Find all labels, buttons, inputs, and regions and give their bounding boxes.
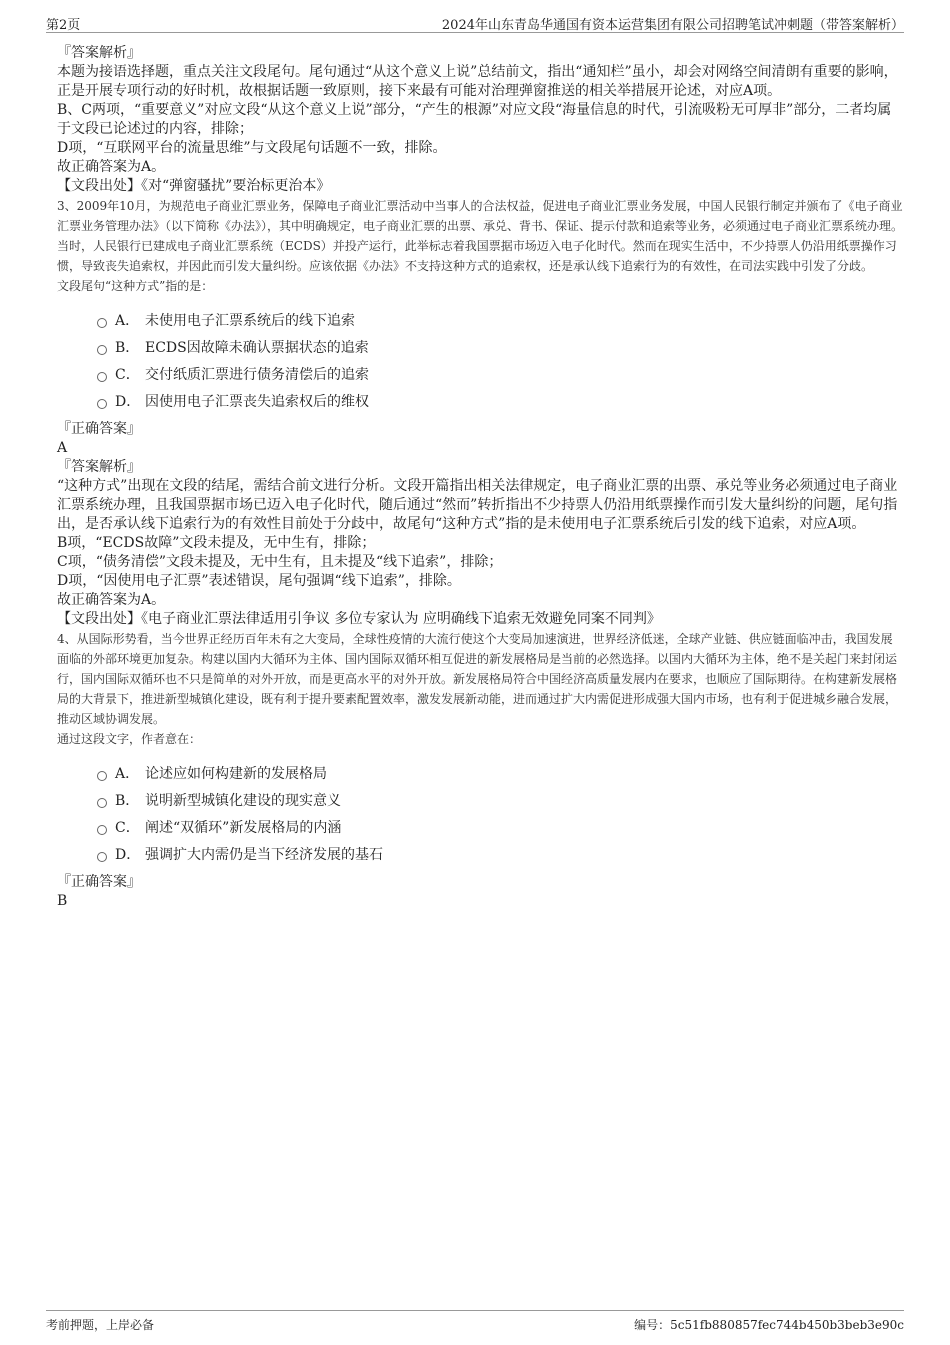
option-letter: D． bbox=[115, 394, 141, 410]
q3-analysis-p3: C项，“债务清偿”文段未提及，无中生有，且未提及“线下追索”，排除； bbox=[57, 554, 503, 570]
radio-icon[interactable] bbox=[97, 345, 107, 355]
q3-answer-label: 『正确答案』 bbox=[57, 421, 141, 437]
page-footer bbox=[46, 1310, 904, 1335]
q3-source: 【文段出处】《电子商业汇票法律适用引争议 多位专家认为 应明确线下追索无效避免同案不同判》 bbox=[57, 611, 661, 627]
option-text: 论述应如何构建新的发展格局 bbox=[145, 766, 327, 782]
q4-answer: B bbox=[57, 893, 68, 909]
option-letter: A． bbox=[115, 313, 140, 329]
radio-icon[interactable] bbox=[97, 372, 107, 382]
option-letter: A． bbox=[115, 766, 140, 782]
option-text: 因使用电子汇票丧失追索权后的维权 bbox=[145, 394, 369, 410]
document-id: 编号：5c51fb880857fec744b450b3beb3e90c bbox=[634, 1318, 904, 1332]
q4-stem: 4、从国际形势看，当今世界正经历百年未有之大变局，全球性疫情的大流行使这个大变局加速演进，世界经济低迷，全球产业链、供应链面临冲击，我国发展面临的外部环境更加复杂。构建以国内大循环为主体、国内国际双循环相互促进的新发展格局是当前的必然选择。以国内大循环为主体，绝不是关起门来封闭运行，国内国际双循环也不只是简单的对外开放，而是更高水平的对外开放。新发展格局符合中国经济高质量发展内在要求，也顺应了国际期待。在构建新发展格局的大背景下，推进新型城镇化建设，既有利于提升要素配置效率，激发发展新动能，进而通过扩大内需促进形成强大国内市场，也有利于促进城乡融合发展，推动区域协调发展。 bbox=[57, 632, 898, 726]
q4-option-a[interactable] bbox=[97, 761, 904, 788]
q2-source: 【文段出处】《对“弹窗骚扰”要治标更治本》 bbox=[57, 178, 331, 194]
q3-analysis-p4: D项，“因使用电子汇票”表述错误，尾句强调“线下追索”，排除。 bbox=[57, 573, 461, 589]
q3-analysis-p2: B项，“ECDS故障”文段未提及，无中生有，排除； bbox=[57, 535, 376, 551]
q2-analysis-p1: 本题为接语选择题，重点关注文段尾句。尾句通过“从这个意义上说”总结前文，指出“通知栏”虽小，却会对网络空间清朗有重要的影响，正是开展专项行动的好时机，故根据话题一致原则，接下来最有可能对治理弹窗推送的相关举措展开论述，对应A项。 bbox=[57, 64, 898, 99]
radio-icon[interactable] bbox=[97, 771, 107, 781]
q3-option-d[interactable] bbox=[97, 389, 904, 416]
q3-question: 文段尾句“这种方式”指的是： bbox=[57, 279, 214, 293]
option-letter: C． bbox=[115, 820, 140, 836]
page-content bbox=[57, 44, 904, 911]
q3-answer: A bbox=[57, 440, 68, 456]
q3-analysis-p1: “这种方式”出现在文段的结尾，需结合前文进行分析。文段开篇指出相关法律规定，电子商业汇票的出票、承兑等业务必须通过电子商业汇票系统办理，且我国票据市场已迈入电子化时代，随后通过“然而”转折指出不少持票人仍沿用纸票操作而引发大量纠纷的问题，尾句指出，是否承认线下追索行为的有效性目前处于分歧中，故尾句“这种方式”指的是未使用电子汇票系统后引发的线下追索，对应A项。 bbox=[57, 478, 898, 532]
q3-option-b[interactable] bbox=[97, 335, 904, 362]
option-text: 强调扩大内需仍是当下经济发展的基石 bbox=[145, 847, 383, 863]
option-text: ECDS因故障未确认票据状态的追索 bbox=[145, 340, 369, 356]
q3-option-a[interactable] bbox=[97, 308, 904, 335]
q4-option-d[interactable] bbox=[97, 842, 904, 869]
option-text: 未使用电子汇票系统后的线下追索 bbox=[145, 313, 355, 329]
radio-icon[interactable] bbox=[97, 399, 107, 409]
option-letter: D． bbox=[115, 847, 141, 863]
q2-analysis-p3: D项，“互联网平台的流量思维”与文段尾句话题不一致，排除。 bbox=[57, 140, 447, 156]
q3-analysis-conclusion: 故正确答案为A。 bbox=[57, 592, 166, 608]
page-number: 第2页 bbox=[46, 18, 81, 33]
q2-analysis-p2: B、C两项，“重要意义”对应文段“从这个意义上说”部分，“产生的根源”对应文段“海量信息的时代，引流吸粉无可厚非”部分，二者均属于文段已论述过的内容，排除； bbox=[57, 102, 892, 137]
q2-analysis-conclusion: 故正确答案为A。 bbox=[57, 159, 166, 175]
radio-icon[interactable] bbox=[97, 798, 107, 808]
radio-icon[interactable] bbox=[97, 318, 107, 328]
q3-option-c[interactable] bbox=[97, 362, 904, 389]
q3-stem: 3、2009年10月，为规范电子商业汇票业务，保障电子商业汇票活动中当事人的合法权益，促进电子商业汇票业务发展，中国人民银行制定并颁布了《电子商业汇票业务管理办法》（以下简称《办法》），其中明确规定，电子商业汇票的出票、承兑、背书、保证、提示付款和追索等业务，必须通过电子商业汇票系统办理。当时，人民银行已建成电子商业汇票系统（ECDS）并投产运行，此举标志着我国票据市场迈入电子化时代。然而在现实生活中，不少持票人仍沿用纸票操作习惯，导致丧失追索权，并因此而引发大量纠纷。应该依据《办法》不支持这种方式的追索权，还是承认线下追索行为的有效性，在司法实践中引发了分歧。 bbox=[57, 199, 904, 273]
radio-icon[interactable] bbox=[97, 852, 107, 862]
option-letter: B． bbox=[115, 340, 140, 356]
radio-icon[interactable] bbox=[97, 825, 107, 835]
document-title: 2024年山东青岛华通国有资本运营集团有限公司招聘笔试冲刺题（带答案解析） bbox=[441, 18, 904, 33]
option-letter: B． bbox=[115, 793, 140, 809]
q4-options bbox=[57, 761, 904, 869]
q4-option-c[interactable] bbox=[97, 815, 904, 842]
page-header bbox=[46, 12, 904, 33]
option-letter: C． bbox=[115, 367, 140, 383]
q2-analysis-label: 『答案解析』 bbox=[57, 45, 141, 61]
q4-option-b[interactable] bbox=[97, 788, 904, 815]
option-text: 交付纸质汇票进行债务清偿后的追索 bbox=[145, 367, 369, 383]
footer-slogan: 考前押题，上岸必备 bbox=[46, 1318, 155, 1332]
option-text: 阐述“双循环”新发展格局的内涵 bbox=[145, 820, 342, 836]
q4-answer-label: 『正确答案』 bbox=[57, 874, 141, 890]
q3-analysis-label: 『答案解析』 bbox=[57, 459, 141, 475]
q4-question: 通过这段文字，作者意在： bbox=[57, 732, 202, 746]
q3-options bbox=[57, 308, 904, 416]
option-text: 说明新型城镇化建设的现实意义 bbox=[145, 793, 341, 809]
